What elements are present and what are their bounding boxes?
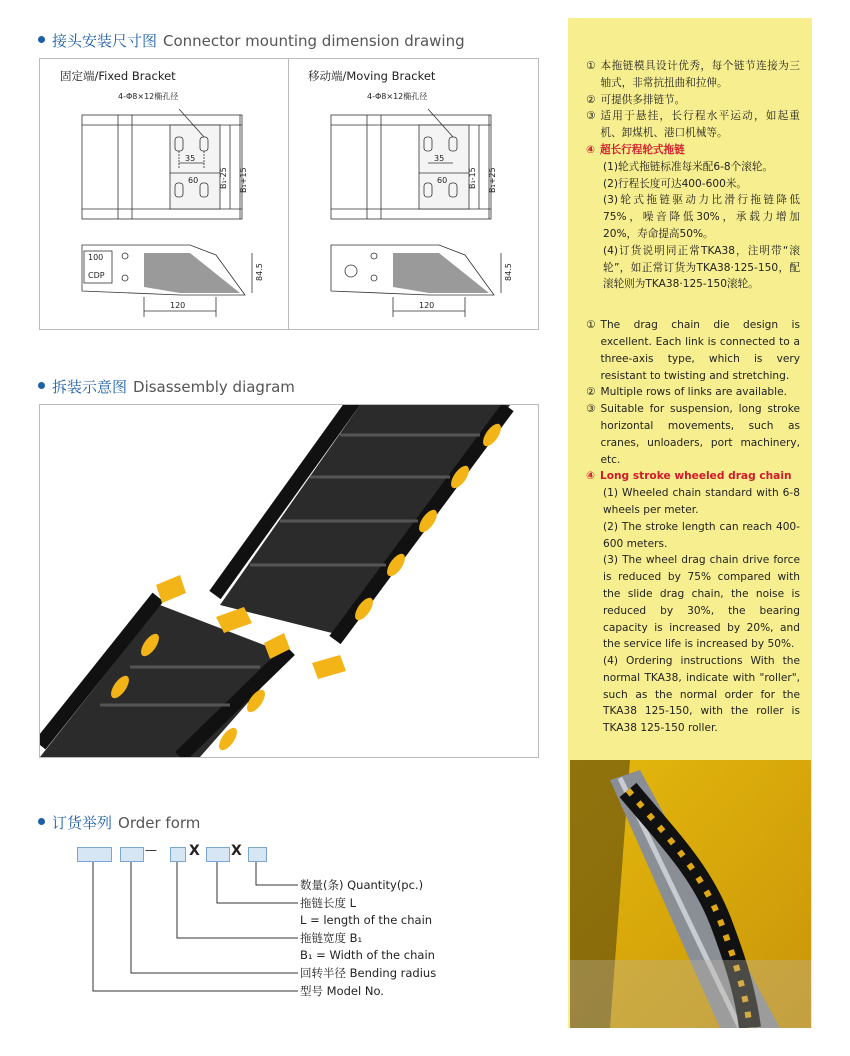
order-label-radius: 回转半径 Bending radius [300,966,437,980]
dim-84-5: 84.5 [255,263,264,281]
dim-60: 60 [188,176,199,185]
feature-subitem: (1)轮式拖链标准每米配6-8个滚轮。 [603,160,774,173]
feature-item [586,142,800,159]
feature-subitem: (4)订货说明同正常TKA38，注明带“滚轮”，如正常订货为TKA38·125-150，配滚轮则为TKA38·125-150滚轮。 [603,244,800,291]
feature-number: ④ [586,143,595,156]
feature-item [586,401,800,468]
feature-item [586,58,800,92]
wheeled-chain-photo [570,760,811,1028]
hole-note-moving: 4-Φ8×12椭孔径 [367,92,428,101]
order-label-model: 型号 Model No. [300,984,384,998]
order-leader-lines [0,840,540,1010]
feature-subitem: (2)行程长度可达400-600米。 [603,177,748,190]
feature-number: ③ [586,403,596,416]
wheeled-chain-photo-art [570,760,811,1028]
feature-subitem: (2) The stroke length can reach 400-600 meters. [603,520,800,550]
dim-35-moving: 35 [434,154,445,163]
feature-subitem: (3)轮式拖链驱动力比滑行拖链降低75%，噪音降低30%，承载力增加20%，寿命提高50%。 [603,194,800,240]
feature-subitem: (4) Ordering instructions With the normal TKA38, indicate with "roller", such as the normal order for the TKA38 125-150, with the roller is TKA38 125-150 roller. [603,655,800,735]
disassembly-section-title: 拆装示意图 Disassembly diagram [38,376,295,397]
feature-text: 本拖链模具设计优秀，每个链节连接为三轴式，非常抗扭曲和拉伸。 [600,60,800,89]
order-section-title: 订货举列 Order form [38,812,200,833]
upper-chain-segment [215,405,510,640]
order-label-width-cn: 拖链宽度 B₁ [300,931,363,945]
order-label-quantity: 数量(条) Quantity(pc.) [300,878,424,892]
feature-text: Long stroke wheeled drag chain [599,470,792,483]
feature-sublist-cn [586,159,800,293]
times-separator-1: X [189,843,200,859]
feature-text: 适用于悬挂，长行程水平运动，如起重机、卸煤机、港口机械等。 [600,110,800,140]
feature-subitem: (3) The wheel drag chain drive force is reduced by 75% compared with the slide drag chain, the noise is reduced by 30%, the bearing capacity is increased by 20%, and the service life is increased by 50%. [603,554,800,651]
lower-chain-segment [40,597,290,757]
mounting-section-title: 接头安装尺寸图 Connector mounting dimension drawing [38,30,465,51]
dim-b1-minus-25: B₁-25 [219,167,228,189]
feature-item [586,317,800,384]
dash-separator: — [145,843,157,857]
feature-text: 超长行程轮式拖链 [599,143,685,156]
order-label-length-cn: 拖链长度 L [300,896,357,910]
feature-text: The drag chain die design is excellent. Each link is connected to a three-axis type, which is very resistant to twisting and stretching. [600,319,800,382]
feature-subitem: (1) Wheeled chain standard with 6-8 wheels per meter. [603,487,800,516]
times-separator-2: X [231,843,242,859]
feature-item [586,468,800,485]
feature-text [586,58,800,737]
tag-100: 100 [88,253,104,262]
dim-b1-minus-15: B₁-15 [468,167,477,189]
feature-text: Suitable for suspension, long stroke horizontal movements, such as cranes, unloaders, port machinery, etc. [600,403,800,466]
feature-number: ③ [586,110,596,123]
dim-b1-plus-15: B₁+15 [239,167,248,193]
moving-bracket-drawing [289,85,538,329]
order-label-length-en: L = length of the chain [300,913,433,927]
order-form-diagram [0,840,540,1010]
dim-120: 120 [170,301,186,310]
feature-item [586,384,800,401]
bullet-dot-icon [38,818,45,825]
bullet-dot-icon [38,382,45,389]
mounting-drawing-panel [39,58,539,330]
feature-text: 可提供多排链节。 [600,93,686,106]
order-label-width-en: B₁ = Width of the chain [300,948,435,962]
feature-number: ② [586,93,596,106]
feature-list-cn [586,58,800,159]
feature-number: ② [586,386,596,399]
feature-number: ① [586,60,596,72]
feature-number: ① [586,319,596,332]
drag-chain-illustration [40,405,538,757]
hole-note: 4-Φ8×12椭孔径 [118,92,179,101]
moving-bracket-label: 移动端/Moving Bracket [308,69,436,83]
feature-item [586,108,800,142]
dim-120-moving: 120 [419,301,435,310]
tag-cdp: CDP [88,271,105,280]
feature-list-en [586,317,800,485]
feature-item [586,92,800,109]
bullet-dot-icon [38,36,45,43]
dim-60-moving: 60 [437,176,448,185]
dim-b1-plus-25: B₁+25 [488,167,497,193]
disassembly-image [39,404,539,758]
feature-sublist-en [586,485,800,737]
fixed-bracket-drawing [40,85,288,329]
dim-35: 35 [185,154,196,163]
feature-number: ④ [586,470,595,483]
fixed-bracket-label: 固定端/Fixed Bracket [60,69,176,83]
dim-84-5-moving: 84.5 [504,263,513,281]
feature-text: Multiple rows of links are available. [600,386,787,399]
